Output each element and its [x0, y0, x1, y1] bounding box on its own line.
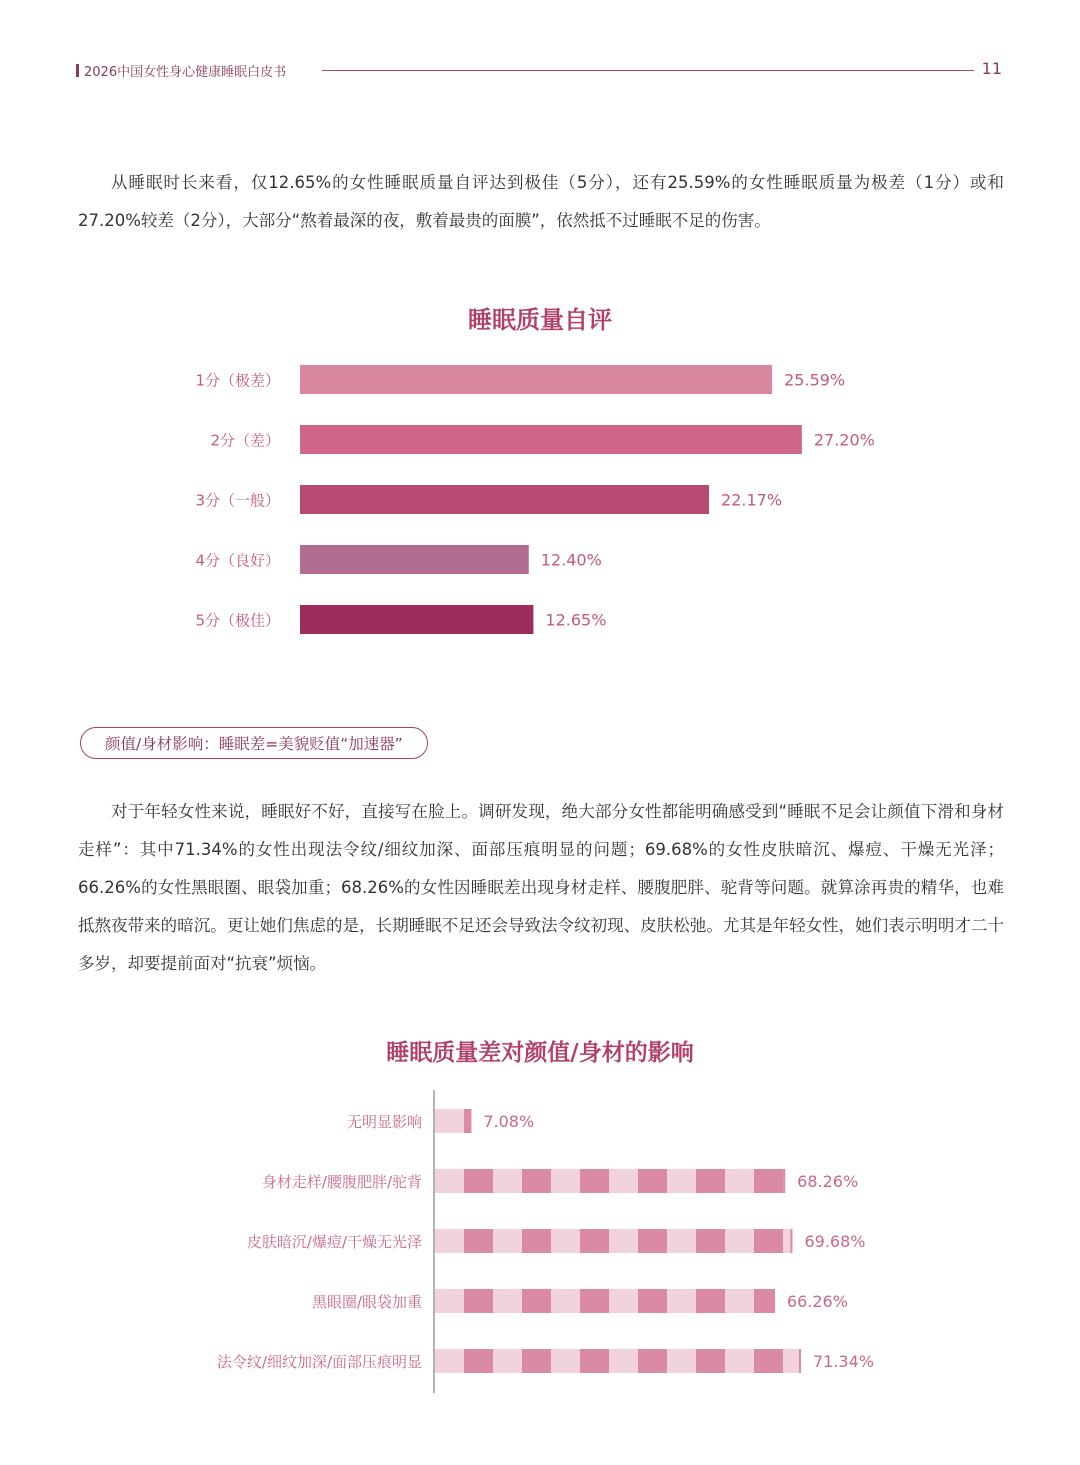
bar-segment [580, 1229, 609, 1253]
document-title: 2026中国女性身心健康睡眠白皮书 [84, 65, 287, 80]
bar-segment [464, 1169, 493, 1193]
bar-segment [667, 1289, 696, 1313]
category-label: 身材走样/腰腹肥胖/驼背 [261, 1173, 422, 1191]
bar-end-cap [469, 1109, 471, 1133]
bar-segment [696, 1229, 725, 1253]
bar-segment [493, 1289, 522, 1313]
header-rule [322, 70, 974, 71]
value-label: 68.26% [797, 1172, 859, 1191]
findings-paragraph: 对于年轻女性来说，睡眠好不好，直接写在脸上。调研发现，绝大部分女性都能明确感受到“睡眠不足会让颜值下滑和身材走样”：其中71.34%的女性出现法令纹/细纹加深、面部压痕明显的问题；69.68%的女性皮肤暗沉、爆痘、干燥无光泽；66.26%的女性黑眼圈、眼袋加重；68.26%的女性因睡眠差出现身材走样、腰腹肥胖、驼背等问题。就算涂再贵的精华，也难抵熬夜带来的暗沉。更让她们焦虑的是，长期睡眠不足还会导致法令纹初现、皮肤松弛。尤其是年轻女性，她们表示明明才二十多岁，却要提前面对“抗衰”烦恼。 [78, 802, 1004, 973]
bar-segment [725, 1229, 754, 1253]
value-label: 22.17% [721, 490, 783, 510]
category-label: 3分（一般） [195, 491, 280, 510]
value-label: 12.65% [545, 610, 607, 630]
bar-segment [580, 1169, 609, 1193]
bar-segment [493, 1349, 522, 1373]
value-label: 25.59% [784, 370, 846, 390]
bar-segment [522, 1289, 551, 1313]
bar-end-cap [783, 1169, 785, 1193]
chart2-title: 睡眠质量差对颜值/身材的影响 [386, 1040, 694, 1066]
value-label: 69.68% [804, 1232, 866, 1251]
bar-segment [609, 1349, 638, 1373]
bar [435, 1229, 792, 1253]
bar-segment [609, 1289, 638, 1313]
sleep-quality-chart [0, 350, 1080, 650]
page-number: 11 [981, 59, 1002, 78]
bar-segment [754, 1229, 783, 1253]
bar-segment [725, 1349, 754, 1373]
bar-segment [464, 1289, 493, 1313]
bar [435, 1349, 801, 1373]
category-label: 4分（良好） [195, 551, 280, 570]
bar-segment [754, 1169, 783, 1193]
bar-segment [638, 1289, 667, 1313]
bar-segment [696, 1169, 725, 1193]
bar-segment [435, 1169, 464, 1193]
bar-end-cap [773, 1289, 775, 1313]
bar-segment [435, 1289, 464, 1313]
bar-end-cap [799, 1349, 801, 1373]
bar-segment [551, 1229, 580, 1253]
bar-segment [435, 1109, 464, 1133]
bar-segment [638, 1169, 667, 1193]
bar-segment [493, 1229, 522, 1253]
bar [435, 1289, 775, 1313]
bar-segment [609, 1229, 638, 1253]
bar-segment [783, 1349, 801, 1373]
bar [300, 485, 709, 514]
bar-segment [667, 1169, 696, 1193]
bar [300, 545, 529, 574]
value-label: 7.08% [483, 1112, 535, 1131]
bar-segment [551, 1169, 580, 1193]
bar [435, 1169, 785, 1193]
bar [435, 1109, 471, 1133]
category-label: 1分（极差） [195, 371, 280, 390]
bar-segment [435, 1349, 464, 1373]
bar-segment [580, 1349, 609, 1373]
category-label: 2分（差） [210, 431, 280, 450]
bar [300, 605, 533, 634]
section-pill: 颜值/身材影响：睡眠差=美貌贬值“加速器” [80, 727, 428, 759]
bar-segment [667, 1349, 696, 1373]
bar-segment [522, 1349, 551, 1373]
value-label: 66.26% [786, 1292, 848, 1311]
bar-segment [580, 1289, 609, 1313]
bar-segment [754, 1289, 775, 1313]
bar-segment [522, 1229, 551, 1253]
bar-segment [493, 1169, 522, 1193]
bar-segment [464, 1349, 493, 1373]
category-label: 黑眼圈/眼袋加重 [311, 1293, 422, 1311]
bar-segment [464, 1229, 493, 1253]
bar-end-cap [790, 1229, 792, 1253]
category-label: 皮肤暗沉/爆痘/干燥无光泽 [246, 1233, 422, 1251]
bar-segment [435, 1229, 464, 1253]
bar-segment [667, 1229, 696, 1253]
bar-segment [609, 1169, 638, 1193]
bar-segment [696, 1289, 725, 1313]
header-accent-bar [76, 64, 79, 77]
value-label: 12.40% [540, 550, 602, 570]
bar-segment [638, 1349, 667, 1373]
page-header [76, 58, 1004, 82]
bar-segment [725, 1289, 754, 1313]
bar-segment [696, 1349, 725, 1373]
bar-segment [754, 1349, 783, 1373]
bar [300, 425, 802, 454]
bar-segment [551, 1289, 580, 1313]
chart1-title: 睡眠质量自评 [468, 306, 612, 334]
bar-segment [725, 1169, 754, 1193]
bar [300, 365, 772, 394]
value-label: 27.20% [813, 430, 875, 450]
bar-segment [522, 1169, 551, 1193]
value-label: 71.34% [812, 1352, 874, 1371]
category-label: 法令纹/细纹加深/面部压痕明显 [216, 1353, 422, 1371]
intro-paragraph: 从睡眠时长来看，仅12.65%的女性睡眠质量自评达到极佳（5分），还有25.59%的女性睡眠质量为极差（1分）或和27.20%较差（2分），大部分“熬着最深的夜，敷着最贵的面膜”，依然抵不过睡眠不足的伤害。 [78, 173, 1004, 230]
category-label: 无明显影响 [346, 1113, 422, 1131]
bar-segment [638, 1229, 667, 1253]
category-label: 5分（极佳） [195, 611, 280, 630]
appearance-impact-chart [0, 1090, 1080, 1400]
bar-segment [551, 1349, 580, 1373]
